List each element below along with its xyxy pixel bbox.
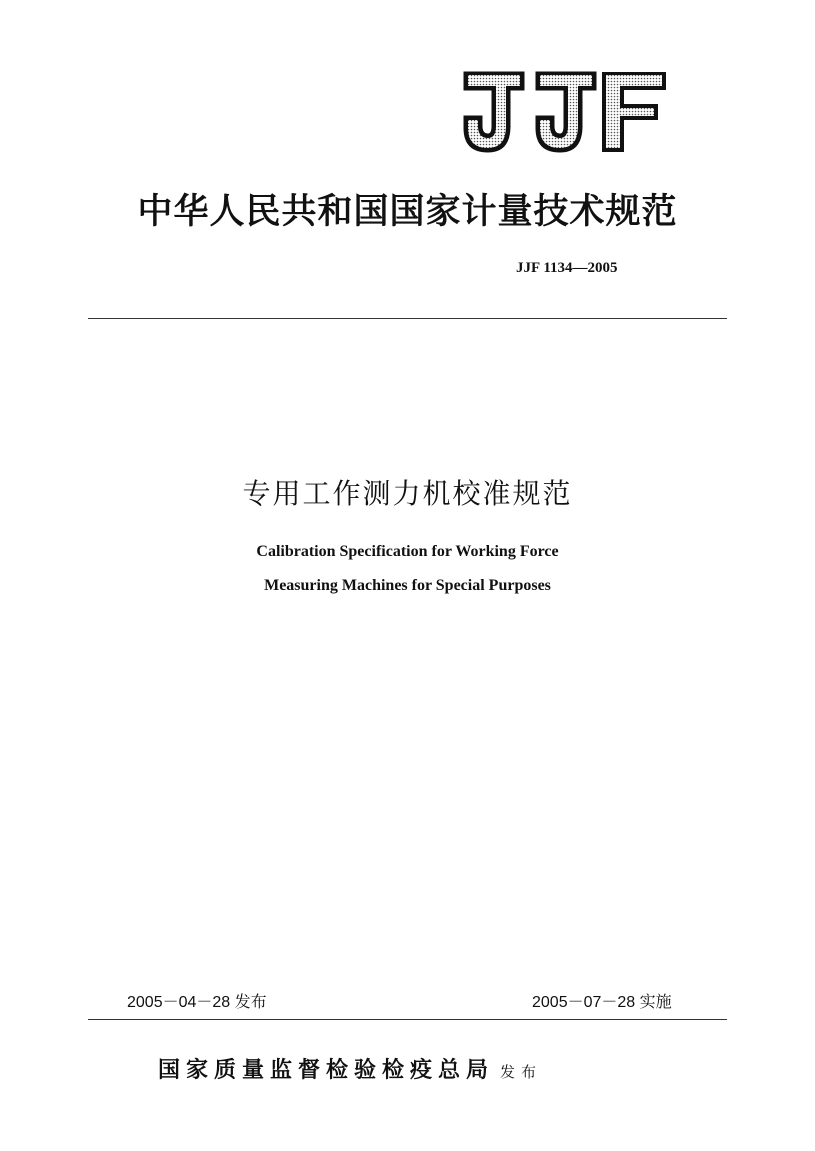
publisher-line bbox=[158, 1053, 542, 1084]
logo-letter-j1 bbox=[464, 72, 524, 152]
document-title-english-line2: Measuring Machines for Special Purposes bbox=[264, 577, 551, 594]
document-code: JJF 1134—2005 bbox=[516, 260, 618, 276]
issue-date: 2005－04－28 发布 bbox=[127, 994, 267, 1011]
jjf-logo bbox=[458, 68, 670, 156]
logo-letter-j2 bbox=[536, 72, 596, 152]
logo-letter-f bbox=[602, 72, 666, 152]
document-title-chinese: 专用工作测力机校准规范 bbox=[242, 477, 573, 510]
header-divider bbox=[88, 318, 727, 319]
publisher-suffix: 发布 bbox=[500, 1063, 543, 1081]
publisher-name: 国家质量监督检验检疫总局 bbox=[158, 1057, 495, 1083]
effective-date: 2005－07－28 实施 bbox=[532, 994, 672, 1011]
document-title-english-line1: Calibration Specification for Working Force bbox=[256, 543, 559, 560]
footer-divider bbox=[88, 1019, 727, 1020]
standard-category-title: 中华人民共和国国家计量技术规范 bbox=[137, 191, 678, 232]
